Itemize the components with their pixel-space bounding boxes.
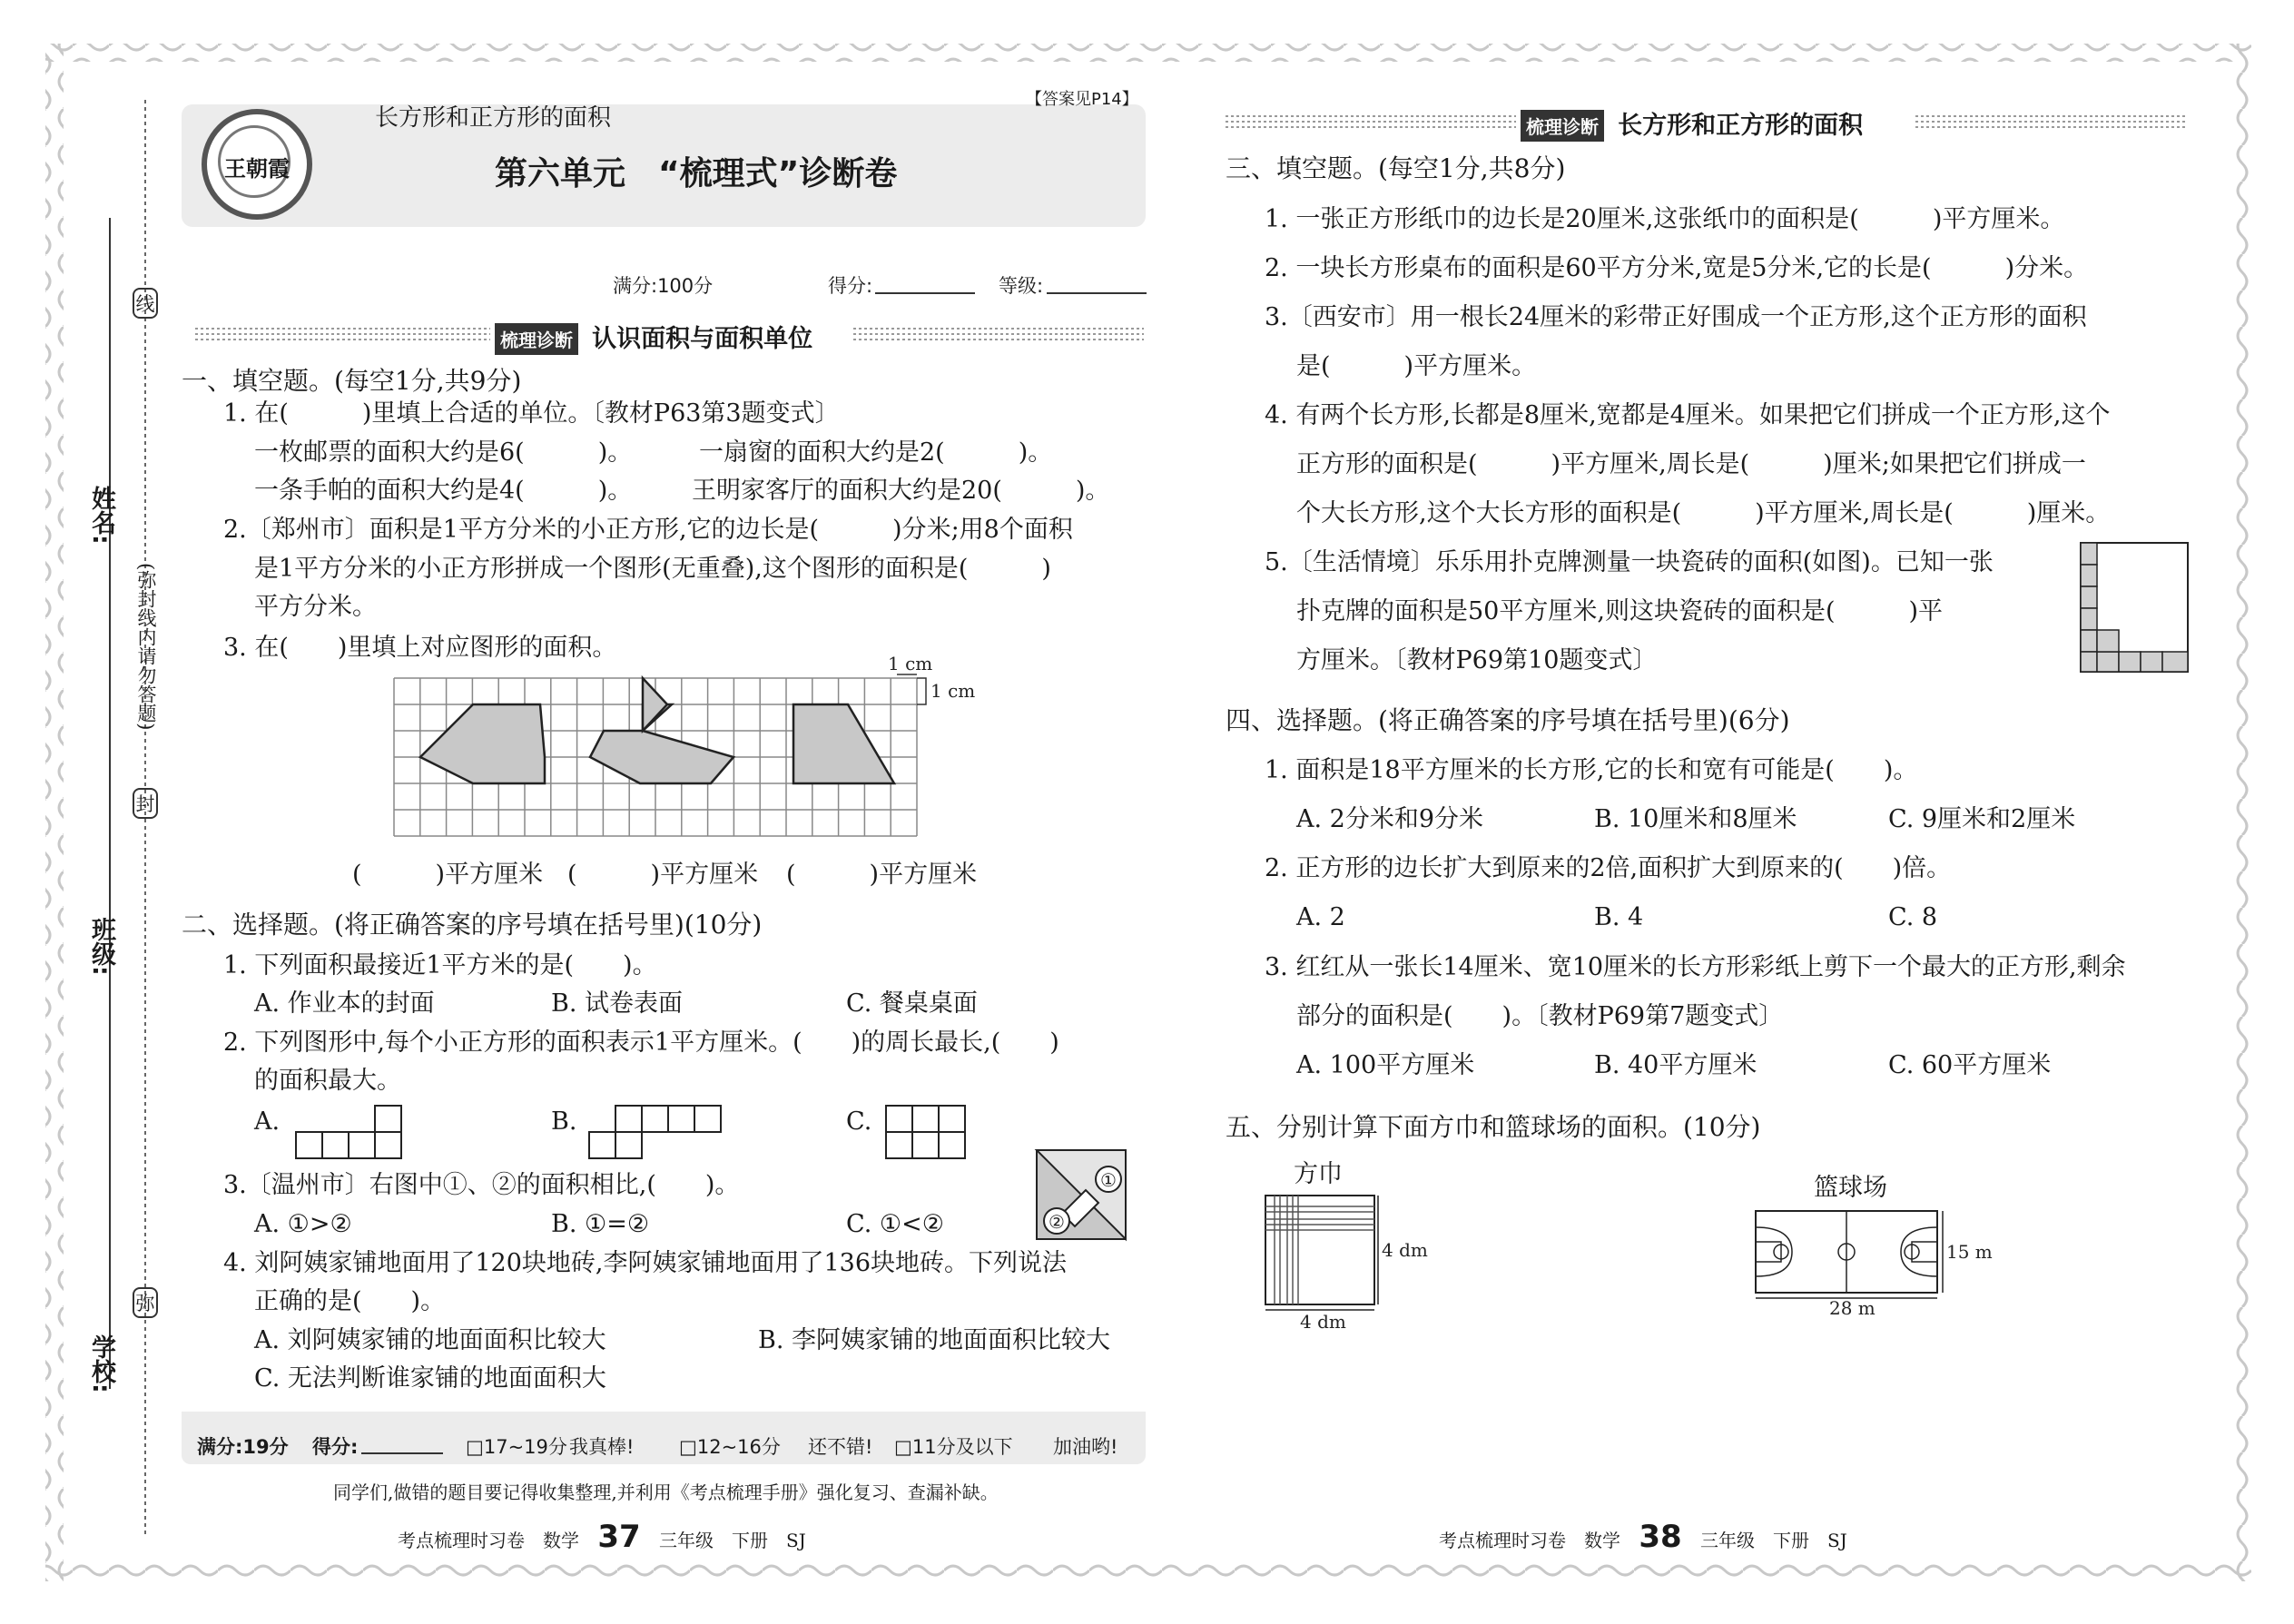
section-full-score: 满分:19分: [197, 1436, 289, 1458]
q1-line1: 1. 在( )里填上合适的单位。〔教材P63第3题变式〕: [223, 399, 840, 428]
q4-opt3a: A. 100平方厘米: [1296, 1051, 1475, 1079]
q4-line3: 3. 红红从一张长14厘米、宽10厘米的长方形彩纸上剪下一个最大的正方形,剩余: [1265, 953, 2126, 981]
circle-2-label: ②: [1049, 1211, 1065, 1233]
grade-label: 等级:: [999, 275, 1044, 297]
q1-line4: 2.〔郑州市〕面积是1平方分米的小正方形,它的边长是( )分米;用8个面积: [223, 516, 1073, 544]
q3-heading: 三、填空题。(每空1分,共8分): [1226, 153, 1566, 183]
q2-opt3b: B. ①=②: [551, 1210, 650, 1238]
left-subtitle: 长方形和正方形的面积: [375, 104, 612, 132]
q4-opt3c: C. 60平方厘米: [1888, 1051, 2052, 1079]
q1-line7: 3. 在( )里填上对应图形的面积。: [223, 634, 617, 662]
q5-heading: 五、分别计算下面方巾和篮球场的面积。(10分): [1226, 1112, 1761, 1142]
basketball-court-figure: [1752, 1207, 1993, 1319]
binding-line: [109, 218, 111, 1389]
handkerchief-height: 4 dm: [1382, 1239, 1428, 1261]
q3-line2: 2. 一块长方形桌布的面积是60平方分米,宽是5分米,它的长是( )分米。: [1265, 254, 2089, 282]
q3-line10: 方厘米。〔教材P69第10题变式〕: [1296, 646, 1658, 674]
q4-line4: 部分的面积是( )。〔教材P69第7题变式〕: [1296, 1002, 1784, 1030]
rating-2-text: 还不错!: [808, 1436, 873, 1458]
q1-line6: 平方分米。: [254, 593, 377, 621]
handkerchief-label: 方巾: [1294, 1160, 1343, 1188]
rating-1[interactable]: □17~19分: [466, 1436, 567, 1458]
handkerchief-width: 4 dm: [1300, 1311, 1346, 1333]
q1-line3b: 王明家客厅的面积大约是20( )。: [692, 477, 1110, 505]
court-width: 28 m: [1829, 1297, 1876, 1319]
square-compare-figure: [1035, 1148, 1129, 1243]
rating-3-text: 加油哟!: [1053, 1436, 1118, 1458]
rating-1-text: 我真棒!: [569, 1436, 635, 1458]
q4-line2: 2. 正方形的边长扩大到原来的2倍,面积扩大到原来的( )倍。: [1265, 854, 1952, 882]
q4-opt1c: C. 9厘米和2厘米: [1888, 805, 2076, 833]
q1-line3a: 一条手帕的面积大约是4( )。: [254, 477, 633, 505]
q2-opt4a: A. 刘阿姨家铺的地面面积比较大: [254, 1326, 606, 1354]
q4-opt1b: B. 10厘米和8厘米: [1594, 805, 1797, 833]
q4-opt3b: B. 40平方厘米: [1594, 1051, 1757, 1079]
q3-line5: 4. 有两个长方形,长都是8厘米,宽都是4厘米。如果把它们拼成一个正方形,这个: [1265, 401, 2111, 429]
q3-line4: 是( )平方厘米。: [1296, 352, 1537, 380]
class-label: 班级:: [87, 917, 115, 976]
q3-line8: 5.〔生活情境〕乐乐用扑克牌测量一块瓷砖的面积(如图)。已知一张: [1265, 548, 1994, 576]
q2-opt1b: B. 试卷表面: [551, 989, 684, 1018]
tile-figure: [2079, 541, 2191, 675]
publisher-logo: [202, 109, 312, 220]
school-label: 学校:: [87, 1334, 115, 1393]
q4-opt2a: A. 2: [1296, 903, 1345, 931]
area-grid-figure: [390, 653, 1017, 853]
q1-line2a: 一枚邮票的面积大约是6( )。: [254, 438, 633, 467]
right-section-tag: 梳理诊断: [1521, 110, 1604, 142]
q2-line4: 3.〔温州市〕右图中①、②的面积相比,( )。: [223, 1171, 740, 1199]
right-section-title: 长方形和正方形的面积: [1618, 112, 1864, 140]
q2-line5: 4. 刘阿姨家铺地面用了120块地砖,李阿姨家铺地面用了136块地砖。下列说法: [223, 1249, 1067, 1277]
q2-opt1c: C. 餐桌桌面: [846, 989, 978, 1018]
q3-line6: 正方形的面积是( )平方厘米,周长是( )厘米;如果把它们拼成一: [1296, 450, 2086, 478]
right-section-header: [1521, 105, 1863, 142]
q2-opt3c: C. ①<②: [846, 1210, 944, 1238]
q2-opt4b: B. 李阿姨家铺的地面面积比较大: [758, 1326, 1111, 1354]
xian-mark: 线: [133, 288, 158, 319]
q2-line3: 的面积最大。: [254, 1067, 401, 1095]
q2-line1: 1. 下列面积最接近1平方米的是( )。: [223, 951, 657, 979]
score-blank[interactable]: [875, 292, 975, 294]
q2-opt2c: C.: [846, 1107, 872, 1136]
q2-line2: 2. 下列图形中,每个小正方形的面积表示1平方厘米。( )的周长最长,( ): [223, 1029, 1059, 1057]
q2-opt1a: A. 作业本的封面: [254, 989, 435, 1018]
rating-2[interactable]: □12~16分: [679, 1436, 781, 1458]
page-title: 第六单元 “梳理式”诊断卷: [495, 155, 898, 192]
q1-line5: 是1平方分米的小正方形拼成一个图形(无重叠),这个图形的面积是( ): [254, 555, 1051, 583]
name-label: 姓名:: [87, 486, 115, 545]
full-score: 满分:100分: [613, 275, 714, 297]
left-section-header: [495, 319, 812, 355]
q3-line7: 个大长方形,这个大长方形的面积是( )平方厘米,周长是( )厘米。: [1296, 499, 2111, 527]
right-footer: [1439, 1519, 1847, 1555]
left-footer: [398, 1519, 806, 1555]
q4-line1: 1. 面积是18平方厘米的长方形,它的长和宽有可能是( )。: [1265, 756, 1918, 784]
handkerchief-figure: [1262, 1194, 1443, 1333]
footer-note: 同学们,做错的题目要记得收集整理,并利用《考点梳理手册》强化复习、查漏补缺。: [333, 1481, 999, 1503]
right-footer-series: 考点梳理时习卷 数学: [1439, 1530, 1620, 1551]
answer-ref: 【答案见P14】: [1026, 90, 1138, 109]
court-label: 篮球场: [1814, 1174, 1887, 1202]
feng-mark: 封: [133, 788, 158, 819]
right-footer-grade: 三年级 下册 SJ: [1700, 1530, 1847, 1551]
left-footer-grade: 三年级 下册 SJ: [659, 1530, 806, 1551]
unit-side-label: 1 cm: [930, 680, 976, 702]
q2-opt2a: A.: [254, 1107, 281, 1136]
q3-line1: 1. 一张正方形纸巾的边长是20厘米,这张纸巾的面积是( )平方厘米。: [1265, 205, 2065, 233]
grade-blank[interactable]: [1047, 292, 1147, 294]
shape-a: [295, 1103, 413, 1161]
q1-line2b: 一扇窗的面积大约是2( )。: [699, 438, 1053, 467]
q4-opt2c: C. 8: [1888, 903, 1938, 931]
q3-line3: 3.〔西安市〕用一根长24厘米的彩带正好围成一个正方形,这个正方形的面积: [1265, 303, 2087, 331]
section-tag: 梳理诊断: [495, 323, 578, 355]
q2-opt3a: A. ①>②: [254, 1210, 352, 1238]
q1-answer-1: ( )平方厘米: [352, 861, 544, 889]
q1-answer-2: ( )平方厘米: [567, 861, 759, 889]
section-score-label: 得分:: [312, 1436, 359, 1458]
section-title: 认识面积与面积单位: [592, 325, 813, 353]
right-page-number: 38: [1639, 1519, 1682, 1555]
logo-text: 王朝霞: [224, 156, 290, 182]
q2-heading: 二、选择题。(将正确答案的序号填在括号里)(10分): [182, 910, 763, 940]
q4-opt1a: A. 2分米和9分米: [1296, 805, 1484, 833]
q2-opt4c: C. 无法判断谁家铺的地面面积大: [254, 1364, 606, 1393]
q4-opt2b: B. 4: [1594, 903, 1644, 931]
court-height: 15 m: [1946, 1241, 1993, 1263]
left-footer-series: 考点梳理时习卷 数学: [398, 1530, 579, 1551]
shape-c: [885, 1103, 976, 1161]
circle-1-label: ①: [1100, 1169, 1117, 1191]
q1-heading: 一、填空题。(每空1分,共9分): [182, 366, 522, 396]
shape-b: [588, 1103, 724, 1161]
section-score-blank[interactable]: [361, 1452, 443, 1454]
q2-line6: 正确的是( )。: [254, 1287, 446, 1315]
score-label: 得分:: [828, 275, 873, 297]
q1-answer-3: ( )平方厘米: [786, 861, 978, 889]
mi-mark: 弥: [133, 1287, 158, 1318]
rating-3[interactable]: □11分及以下: [894, 1436, 1013, 1458]
q2-opt2b: B.: [551, 1107, 577, 1136]
q4-heading: 四、选择题。(将正确答案的序号填在括号里)(6分): [1226, 705, 1790, 735]
unit-top-label: 1 cm: [888, 653, 933, 674]
left-page-number: 37: [597, 1519, 641, 1555]
q3-line9: 扑克牌的面积是50平方厘米,则这块瓷砖的面积是( )平: [1296, 597, 1944, 625]
binding-note: (弥封线内请勿答题): [135, 563, 157, 731]
